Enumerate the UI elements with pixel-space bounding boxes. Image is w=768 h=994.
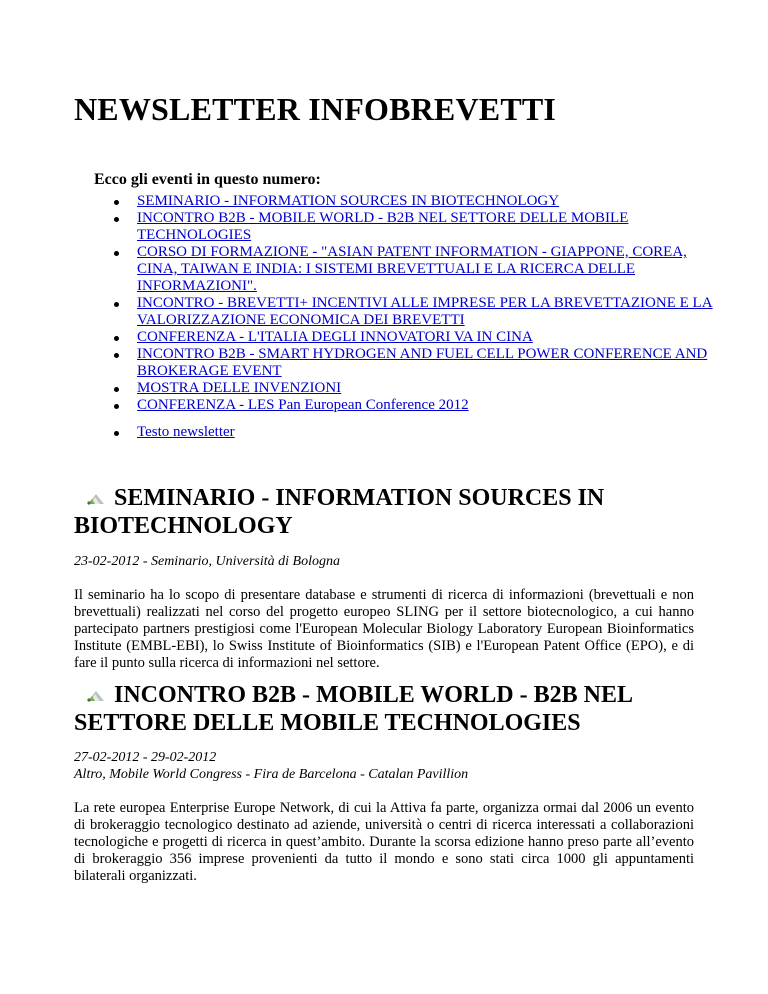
newsletter-link-list [94,424,714,441]
page-title: NEWSLETTER INFOBREVETTI [74,91,557,127]
list-item [94,210,714,244]
mountain-icon [74,686,114,702]
list-item [94,346,714,380]
list-item [94,380,714,397]
event-location: Altro, Mobile World Congress - Fira de Barcelona - Catalan Pavillion [74,767,469,782]
list-item [94,397,714,414]
events-list [94,193,714,414]
section-body: La rete europea Enterprise Europe Network, di cui la Attiva fa parte, organizza ormai dal 2006 un evento di brokeraggio tecnologico destinato ad aziende, università o centri di ricerca interessati a collaborazioni tecnologiche e progetti di ricerca in quest’ambito. Durante la scorsa edizione hanno preso parte all’evento di brokeraggio 356 imprese provenienti da tutto il mondo e sono stati circa 1000 gli appuntamenti bilaterali organizzati. [74,800,694,884]
mountain-icon [74,489,114,505]
list-item [94,244,714,295]
toc-link[interactable]: MOSTRA DELLE INVENZIONI [137,380,342,396]
section-heading-text: INCONTRO B2B - MOBILE WORLD - B2B NEL SETTORE DELLE MOBILE TECHNOLOGIES [74,682,632,736]
toc-link[interactable]: CORSO DI FORMAZIONE - "ASIAN PATENT INFORMATION - GIAPPONE, COREA, CINA, TAIWAN E INDIA: I SISTEMI BREVETTUALI E LA RICERCA DELLE INFORMAZIONI". [137,244,687,294]
toc-link[interactable]: INCONTRO - BREVETTI+ INCENTIVI ALLE IMPRESE PER LA BREVETTAZIONE E LA VALORIZZAZIONE ECONOMICA DEI BREVETTI [137,295,713,328]
section-heading-text: SEMINARIO - INFORMATION SOURCES IN BIOTECHNOLOGY [74,485,605,539]
list-item [94,295,714,329]
toc-link[interactable]: SEMINARIO - INFORMATION SOURCES IN BIOTECHNOLOGY [137,193,560,209]
toc-link[interactable]: INCONTRO B2B - SMART HYDROGEN AND FUEL CELL POWER CONFERENCE AND BROKERAGE EVENT [137,346,708,379]
section-body: Il seminario ha lo scopo di presentare database e strumenti di ricerca di informazioni (brevettuali e non brevettuali) realizzati nel corso del progetto europeo SLING per il settore biotecnologico, a cui hanno partecipato partners prestigiosi come l'European Molecular Biology Laboratory European Bioinformatics Institute (EMBL-EBI), lo Swiss Institute of Bioinformatics (SIB) e l'European Patent Office (EPO), e di fare il punto sulla ricerca di informazioni nel settore. [74,587,694,671]
section-heading [74,681,684,737]
toc-link[interactable]: INCONTRO B2B - MOBILE WORLD - B2B NEL SETTORE DELLE MOBILE TECHNOLOGIES [137,210,629,243]
toc-link[interactable]: CONFERENZA - LES Pan European Conference 2012 [137,397,469,413]
event-meta: 23-02-2012 - Seminario, Università di Bologna [74,554,340,569]
list-item [94,193,714,210]
list-item [94,329,714,346]
toc-link[interactable]: CONFERENZA - L'ITALIA DEGLI INNOVATORI VA IN CINA [137,329,533,345]
intro-text: Ecco gli eventi in questo numero: [94,171,321,188]
list-item [94,424,714,441]
newsletter-text-link[interactable]: Testo newsletter [137,424,235,440]
section-heading [74,484,684,540]
event-date: 27-02-2012 - 29-02-2012 [74,750,217,765]
